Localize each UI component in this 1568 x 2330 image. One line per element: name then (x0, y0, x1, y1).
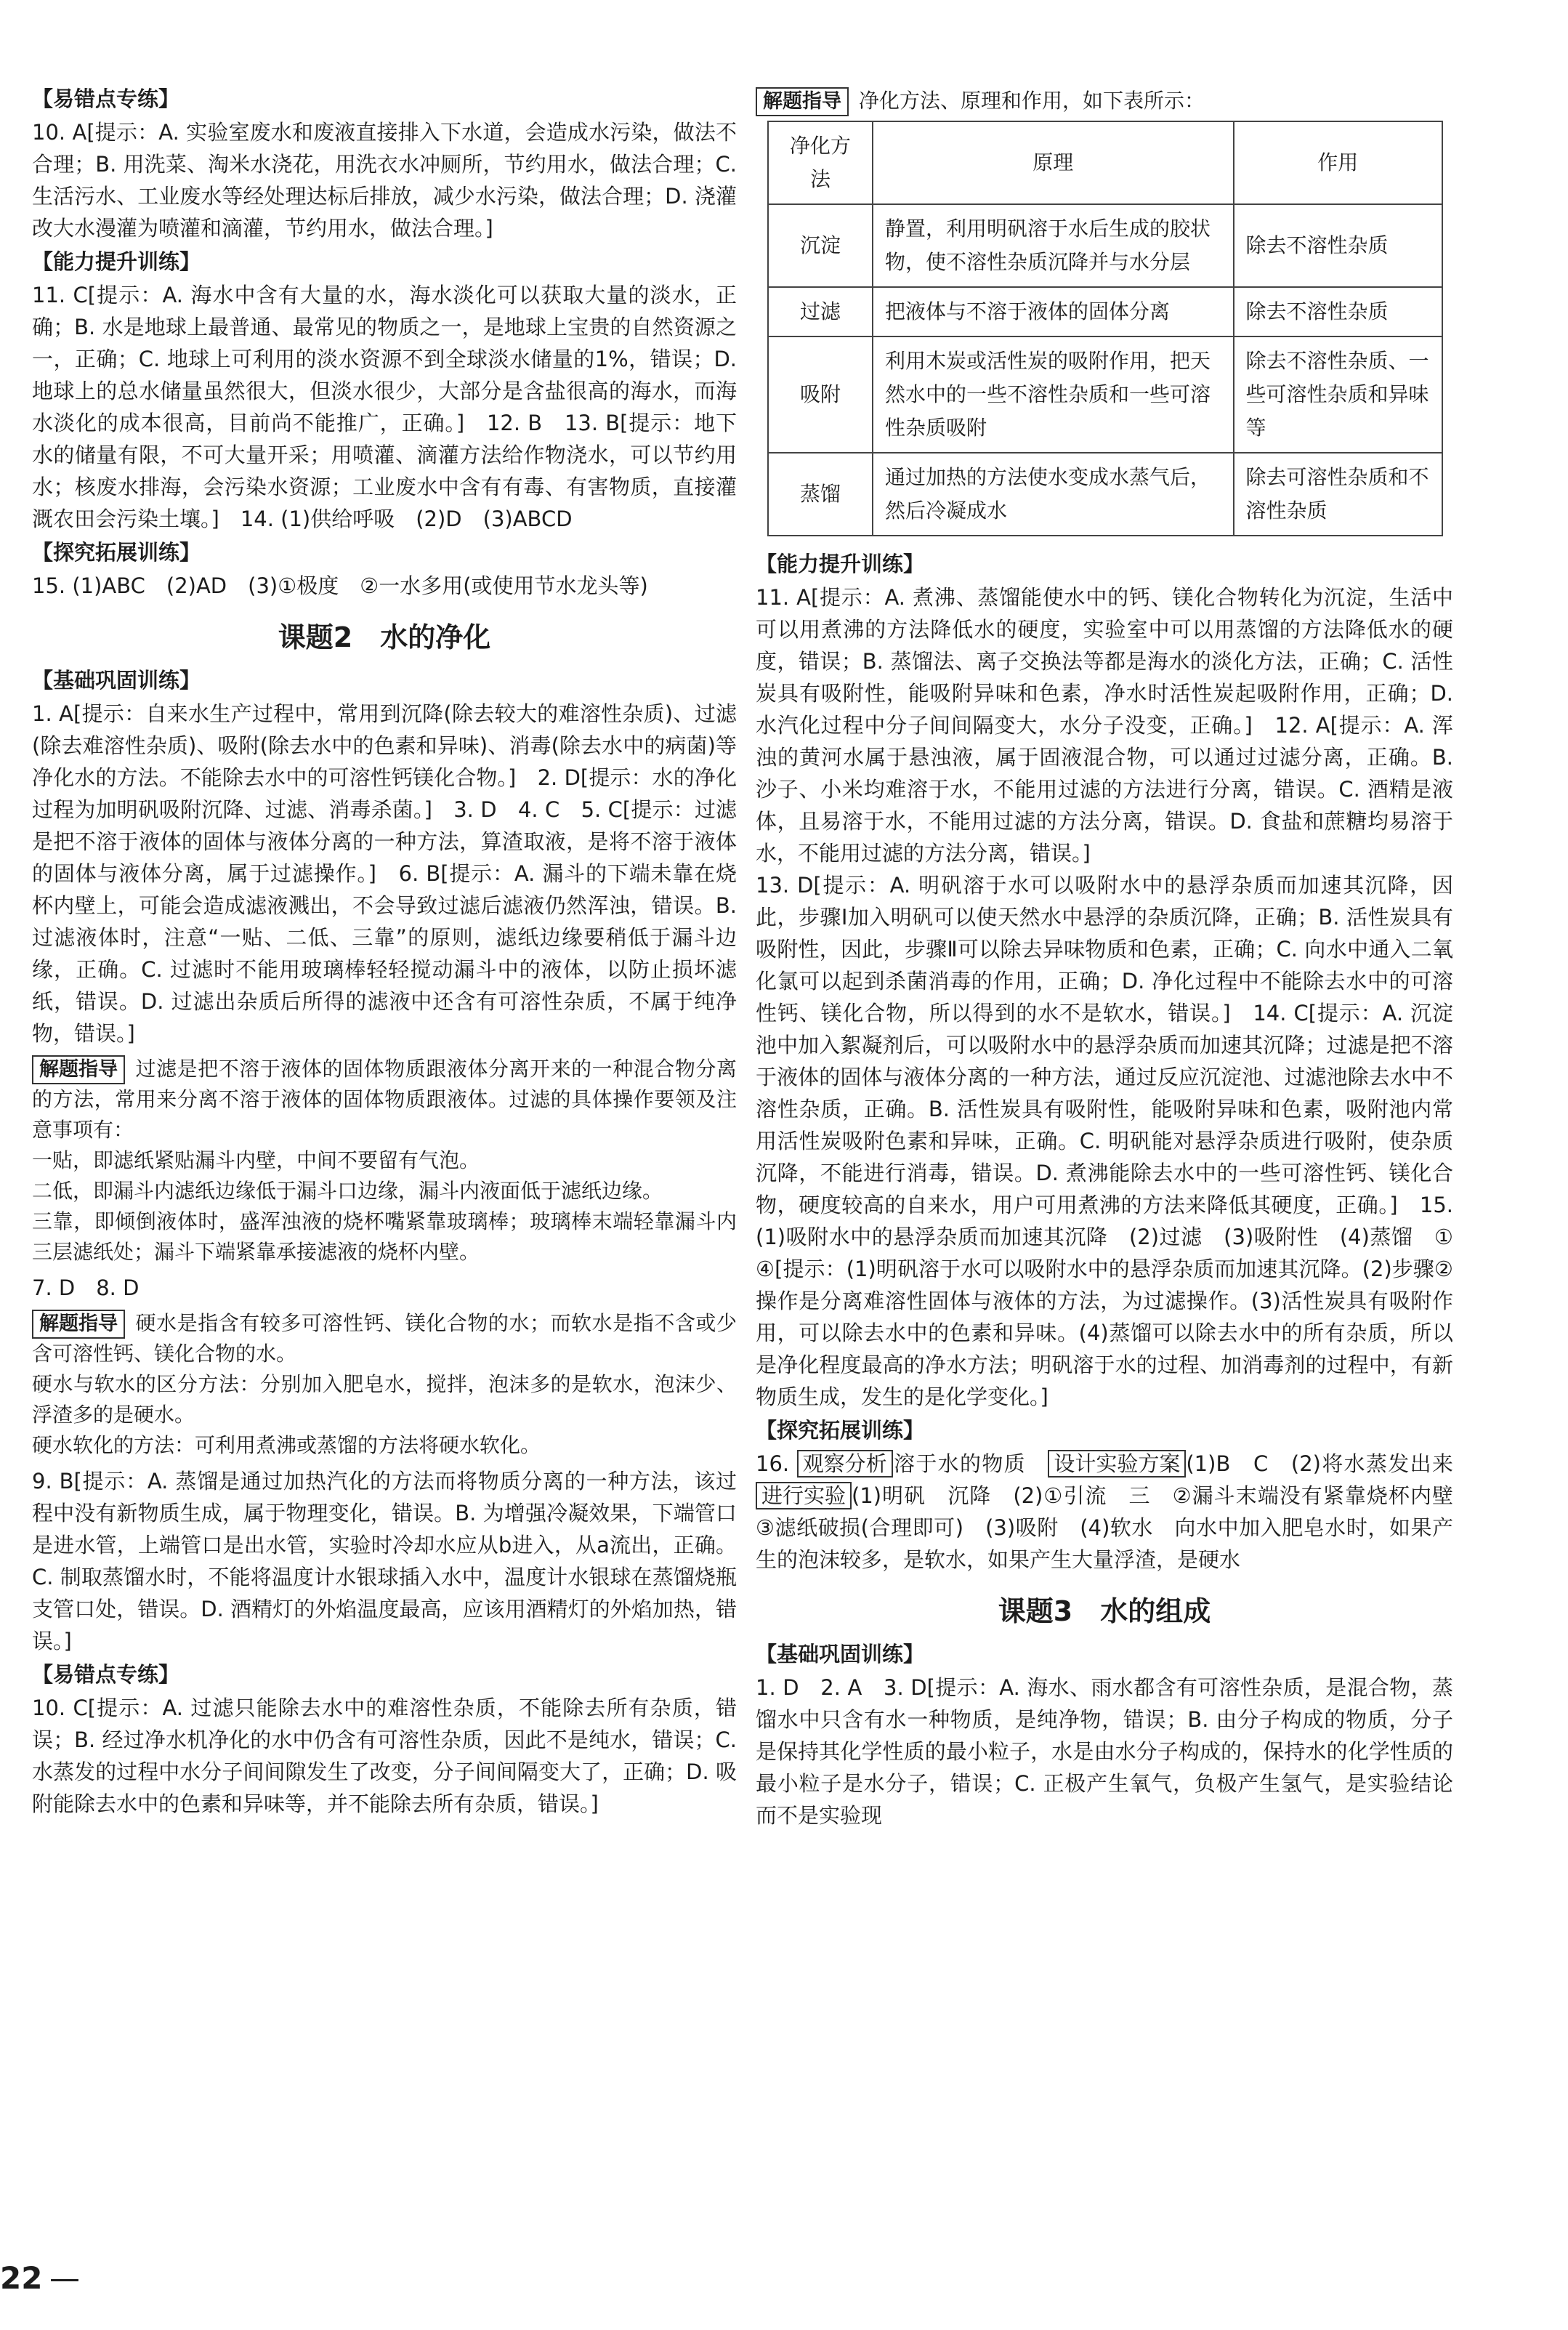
answer-paragraph: 11. A[提示：A. 煮沸、蒸馏能使水中的钙、镁化合物转化为沉淀，生活中可以用煮沸的方法降低水的硬度，实验室中可以用蒸馏的方法降低水的硬度，错误；B. 蒸馏法、离子交换法等都是海水的淡化方法，正确；C. 活性炭具有吸附性，能吸附异味和色素，净水时活性炭起吸附作用，正确；D. 水汽化过程中分子间间隔变大，水分子没变，正确。] 12. A[提示：A. 浑浊的黄河水属于悬浊液，属于固液混合物，可以通过过滤分离，正确。B. 沙子、小米均难溶于水，不能用过滤的方法进行分离，错误。C. 酒精是液体，且易溶于水，不能用过滤的方法分离，错误。D. 食盐和蔗糖均易溶于水，不能用过滤的方法分离，错误。] (756, 585, 1453, 866)
table-cell-effect: 除去可溶性杂质和不溶性杂质 (1234, 453, 1442, 536)
table-cell-effect: 除去不溶性杂质 (1234, 204, 1442, 287)
guide-label: 解题指导 (32, 1055, 125, 1084)
section-heading: 【基础巩固训练】 (32, 668, 201, 693)
section-heading: 【基础巩固训练】 (756, 1642, 925, 1666)
section-heading: 【能力提升训练】 (756, 552, 925, 576)
table-header: 原理 (873, 121, 1234, 204)
answer-paragraph: 7. D 8. D (32, 1275, 140, 1300)
answer-paragraph: 1. D 2. A 3. D[提示：A. 海水、雨水都含有可溶性杂质，是混合物，蒸馏水中只含有水一种物质，是纯净物，错误；B. 由分子构成的物质，分子是保持其化学性质的最小粒子，水是由水分子构成的，保持水的化学性质的最小粒子是水分子，错误；C. 正极产生氧气，负极产生氢气，是实验结论而不是实验现 (756, 1675, 1453, 1828)
page-number-dash: — (49, 2260, 80, 2296)
page-number: 22 (0, 2260, 43, 2296)
answer-paragraph (756, 1448, 1475, 1576)
step-tag: 设计实验方案 (1048, 1450, 1186, 1478)
table-cell-principle: 通过加热的方法使水变成水蒸气后，然后冷凝成水 (873, 453, 1234, 536)
guide-text: 净化方法、原理和作用，如下表所示： (859, 89, 1205, 113)
table-cell-method: 过滤 (768, 287, 873, 336)
guide-line: 二低，即漏斗内滤纸边缘低于漏斗口边缘，漏斗内液面低于滤纸边缘。 (32, 1179, 663, 1203)
answer-text: 16. (756, 1451, 797, 1476)
left-column (32, 81, 737, 1820)
answer-paragraph: 10. A[提示：A. 实验室废水和废液直接排入下水道，会造成水污染，做法不合理；B. 用洗菜、淘米水浇花，用洗衣水冲厕所，节约用水，做法合理；C. 生活污水、工业废水等经处理达标后排放，减少水污染，做法合理；D. 浇灌改大水漫灌为喷灌和滴灌，节约用水，做法合理。] (32, 120, 737, 241)
table-row (768, 287, 1442, 336)
table-row (768, 453, 1442, 536)
answer-paragraph: 11. C[提示：A. 海水中含有大量的水，海水淡化可以获取大量的淡水，正确；B. 水是地球上最普通、最常见的物质之一，是地球上宝贵的自然资源之一，正确；C. 地球上可利用的淡水资源不到全球淡水储量的1%，错误；D. 地球上的总水储量虽然很大，但淡水很少，大部分是含盐很高的海水，而海水淡化的成本很高，目前尚不能推广，正确。] 12. B 13. B[提示：地下水的储量有限，不可大量开采；用喷灌、滴灌方法给作物浇水，可以节约用水；核废水排海，会污染水资源；工业废水中含有有毒、有害物质，直接灌溉农田会污染土壤。] 14. (1)供给呼吸 (2)D (3)ABCD (32, 283, 737, 531)
guide-line: 一贴，即滤纸紧贴漏斗内壁，中间不要留有气泡。 (32, 1148, 480, 1172)
section-heading: 【能力提升训练】 (32, 249, 201, 274)
solving-guide (32, 1308, 737, 1461)
answer-text: 溶于水的物质 (892, 1451, 1048, 1476)
answer-text: (1)明矾 沉降 (2)①引流 三 ②漏斗末端没有紧靠烧杯内壁 ③滤纸破损(合理即可) (3)吸附 (4)软水 向水中加入肥皂水时，如果产生的泡沫较多，是软水，如果产生大量浮渣，是硬水 (756, 1483, 1475, 1572)
table-cell-principle: 利用木炭或活性炭的吸附作用，把天然水中的一些不溶性杂质和一些可溶性杂质吸附 (873, 336, 1234, 453)
answer-text: (1)B C (2)将水蒸发出来 (1186, 1451, 1474, 1476)
table-cell-effect: 除去不溶性杂质 (1234, 287, 1442, 336)
table-header: 净化方法 (768, 121, 873, 204)
answer-paragraph: 15. (1)ABC (2)AD (3)①极度 ②一水多用(或使用节水龙头等) (32, 573, 648, 598)
table-cell-effect: 除去不溶性杂质、一些可溶性杂质和异味等 (1234, 336, 1442, 453)
table-row (768, 204, 1442, 287)
lesson-title: 课题3 水的组成 (998, 1595, 1211, 1627)
solving-guide (756, 86, 1453, 116)
answer-paragraph: 10. C[提示：A. 过滤只能除去水中的难溶性杂质，不能除去所有杂质，错误；B. 经过净水机净化的水中仍含有可溶性杂质，因此不是纯水，错误；C. 水蒸发的过程中水分子间间隙发生了改变，分子间间隔变大了，正确；D. 吸附能除去水中的色素和异味等，并不能除去所有杂质，错误。] (32, 1696, 737, 1816)
section-heading: 【探究拓展训练】 (32, 540, 201, 565)
lesson-title: 课题2 水的净化 (278, 621, 491, 653)
guide-label: 解题指导 (32, 1310, 125, 1339)
section-heading: 【易错点专练】 (32, 86, 180, 111)
table-row (768, 336, 1442, 453)
table-header: 作用 (1234, 121, 1442, 204)
answer-paragraph: 9. B[提示：A. 蒸馏是通过加热汽化的方法而将物质分离的一种方法，该过程中没有新物质生成，属于物理变化，错误。B. 为增强冷凝效果，下端管口是进水管，上端管口是出水管，实验时冷却水应从b进入，从a流出，正确。C. 制取蒸馏水时，不能将温度计水银球插入水中，温度计水银球在蒸馏烧瓶支管口处，错误。D. 酒精灯的外焰温度最高，应该用酒精灯的外焰加热，错误。] (32, 1469, 737, 1653)
table-cell-principle: 静置，利用明矾溶于水后生成的胶状物，使不溶性杂质沉降并与水分层 (873, 204, 1234, 287)
answer-paragraph: 13. D[提示：A. 明矾溶于水可以吸附水中的悬浮杂质而加速其沉降，因此，步骤Ⅰ加入明矾可以使天然水中悬浮的杂质沉降，正确；B. 活性炭具有吸附性，因此，步骤Ⅱ可以除去异味物质和色素，正确；C. 向水中通入二氧化氯可以起到杀菌消毒的作用，正确；D. 净化过程中不能除去水中的可溶性钙、镁化合物，所以得到的水不是软水，错误。] 14. C[提示：A. 沉淀池中加入絮凝剂后，可以吸附水中的悬浮杂质而加速其沉降；过滤是把不溶于液体的固体与液体分离的一种方法，通过反应沉淀池、过滤池除去水中不溶性杂质，正确。B. 活性炭具有吸附性，能吸附异味和色素，吸附池内常用活性炭吸附色素和异味，正确。C. 明矾能对悬浮杂质进行吸附，使杂质沉降，不能进行消毒，错误。D. 煮沸能除去水中的一些可溶性钙、镁化合物，硬度较高的自来水，用户可用煮沸的方法来降低其硬度，正确。] 15. (1)吸附水中的悬浮杂质而加速其沉降 (2)过滤 (3)吸附性 (4)蒸馏 ①④[提示：(1)明矾溶于水可以吸附水中的悬浮杂质而加速其沉降。(2)步骤②操作是分离难溶性固体与液体的方法，为过滤操作。(3)活性炭具有吸附作用，可以除去水中的色素和异味。(4)蒸馏可以除去水中的所有杂质，所以是净化程度最高的净水方法；明矾溶于水的过程、加消毒剂的过程中，有新物质生成，发生的是化学变化。] (756, 873, 1453, 1409)
table-cell-method: 蒸馏 (768, 453, 873, 536)
section-heading: 【探究拓展训练】 (756, 1418, 925, 1443)
table-cell-method: 吸附 (768, 336, 873, 453)
step-tag: 进行实验 (756, 1482, 852, 1509)
table-cell-principle: 把液体与不溶于液体的固体分离 (873, 287, 1234, 336)
right-column (756, 81, 1475, 1831)
answer-paragraph: 1. A[提示：自来水生产过程中，常用到沉降(除去较大的难溶性杂质)、过滤(除去难溶性杂质)、吸附(除去水中的色素和异味)、消毒(除去水中的病菌)等净化水的方法。不能除去水中的可溶性钙镁化合物。] 2. D[提示：水的净化过程为加明矾吸附沉降、过滤、消毒杀菌。] 3. D 4. C 5. C[提示：过滤是把不溶于液体的固体与液体分离的一种方法，算渣取液，是将不溶于液体的固体与液体分离，属于过滤操作。] 6. B[提示：A. 漏斗的下端未靠在烧杯内壁上，可能会造成滤液溅出，不会导致过滤后滤液仍然浑浊，错误。B. 过滤液体时，注意“一贴、二低、三靠”的原则，滤纸边缘要稍低于漏斗边缘，正确。C. 过滤时不能用玻璃棒轻轻搅动漏斗中的液体，以防止损坏滤纸，错误。D. 过滤出杂质后所得的滤液中还含有可溶性杂质，不属于纯净物，错误。] (32, 701, 737, 1046)
table-header-row (768, 121, 1442, 204)
guide-line: 硬水软化的方法：可利用煮沸或蒸馏的方法将硬水软化。 (32, 1433, 541, 1457)
guide-line: 三靠，即倾倒液体时，盛浑浊液的烧杯嘴紧靠玻璃棒；玻璃棒末端轻靠漏斗内三层滤纸处；漏斗下端紧靠承接滤液的烧杯内壁。 (32, 1209, 737, 1264)
guide-label: 解题指导 (756, 87, 849, 116)
guide-text: 过滤是把不溶于液体的固体物质跟液体分离开来的一种混合物分离的方法，常用来分离不溶于液体的固体物质跟液体。过滤的具体操作要领及注意事项有： (32, 1057, 737, 1142)
guide-text: 硬水是指含有较多可溶性钙、镁化合物的水；而软水是指不含或少含可溶性钙、镁化合物的水。 (32, 1311, 737, 1366)
step-tag: 观察分析 (797, 1450, 893, 1478)
table-cell-method: 沉淀 (768, 204, 873, 287)
purification-table (767, 121, 1443, 536)
section-heading: 【易错点专练】 (32, 1662, 180, 1687)
guide-line: 硬水与软水的区分方法：分别加入肥皂水，搅拌，泡沫多的是软水，泡沫少、浮渣多的是硬水。 (32, 1372, 737, 1427)
solving-guide (32, 1054, 737, 1267)
